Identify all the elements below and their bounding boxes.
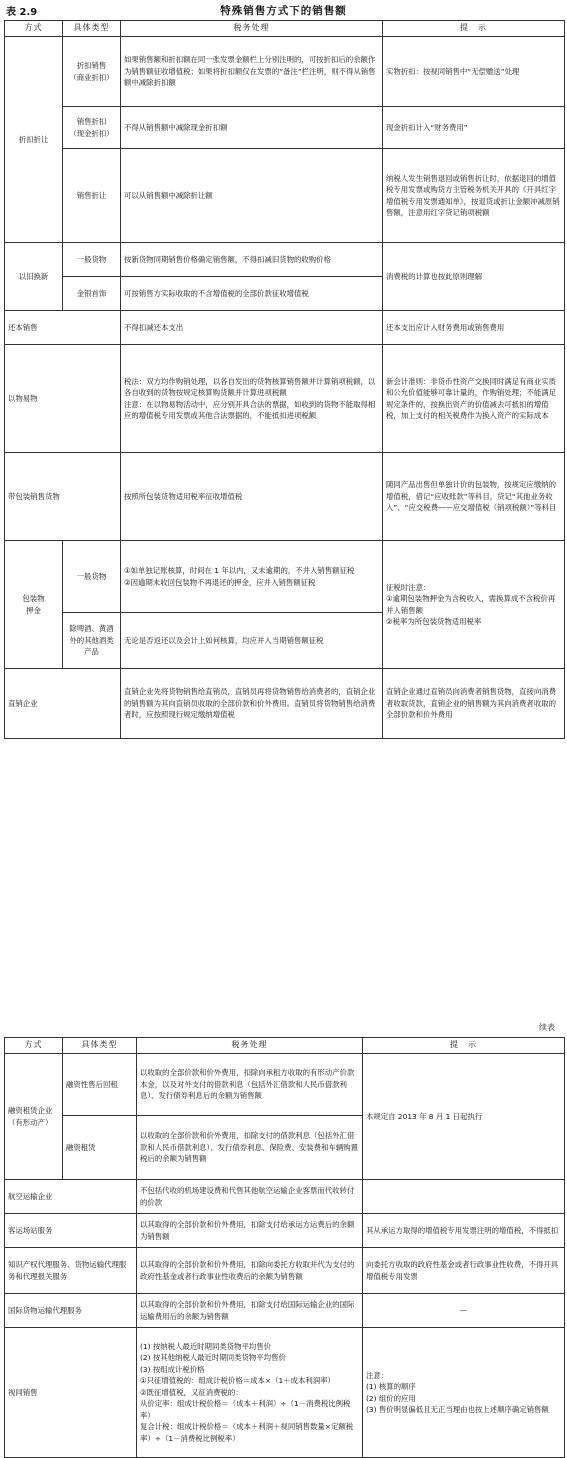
tax-cell: 直销企业先将货物销售给直销员，直销员再将货物销售给消费者的，直销企业的销售额为其向直销员收取的全部价款和价外费用。直销员将货物销售给消费者时，应按照现行规定缴纳增值税 (121, 669, 383, 739)
table-number: 表 2.9 (6, 7, 38, 18)
mode-cell: 折扣折让 (5, 37, 63, 243)
col-header-tax: 税务处理 (121, 21, 383, 37)
table-row (5, 1214, 565, 1248)
mode-cell: 还本销售 (5, 311, 121, 345)
table-row (5, 149, 565, 243)
table-header-row (5, 21, 565, 37)
tax-cell: 税法：双方均作购销处理，以各自发出的货物核算销售额并计算销项税额，以各自收到的货物按规定核算购货额并计算进项税额 注意：在以物易物活动中，应分别开具合法的票据，如收到的货物不能取得相应的增值税专用发票或其他合法票据的，不能抵扣进项税额 (121, 345, 383, 453)
mode-cell: 视同销售 (5, 1328, 137, 1458)
tax-cell: 可按销售方实际收取的不含增值税的全部价款征收增值税 (121, 277, 383, 311)
col-header-mode: 方式 (5, 1038, 63, 1054)
hint-cell: 随同产品出售但单独计价的包装物，按规定应缴纳的增值税，借记“应收账款”等科目，贷记“其他业务收入”、“应交税费——应交增值税（销项税额）”等科目 (383, 453, 565, 541)
mode-cell: 带包装销售货物 (5, 453, 121, 541)
col-header-type: 具体类型 (63, 1038, 137, 1054)
tax-cell: 以其取得的全部价款和价外费用，扣除支付给承运方运费后的余额为销售额 (137, 1214, 363, 1248)
tax-cell: 以其取得的全部价款和价外费用，扣除向委托方收取并代为支付的政府性基金或者行政事业性收费后的余额为销售额 (137, 1248, 363, 1294)
hint-cell: 向委托方收取的政府性基金或者行政事业性收费，不得开具增值税专用发票 (363, 1248, 565, 1294)
mode-cell: 以旧换新 (5, 243, 63, 311)
mode-cell: 直销企业 (5, 669, 121, 739)
type-cell: 除啤酒、黄酒外的其他酒类产品 (63, 613, 121, 669)
mode-cell: 融资租赁企业（有形动产） (5, 1054, 63, 1180)
mode-cell: 知识产权代理服务、货物运输代理服务和代理报关服务 (5, 1248, 137, 1294)
type-cell: 折扣销售 （商业折扣） (63, 37, 121, 107)
hint-cell: 注意： (1) 核算的顺序 (2) 组价的应用 (3) 售价明显偏低且无正当理由也按上述顺序确定销售额 (363, 1328, 565, 1458)
tax-cell: 以其取得的全部价款和价外费用，扣除支付给国际运输企业的国际运输费用后的余额为销售额 (137, 1294, 363, 1328)
table-row (5, 453, 565, 541)
table-row (5, 1294, 565, 1328)
tax-cell: 不得扣减还本支出 (121, 311, 383, 345)
continued-label: 续表 (539, 1023, 555, 1032)
table-row (5, 1054, 565, 1116)
hint-cell (363, 1180, 565, 1214)
type-cell: 一般货物 (63, 541, 121, 613)
table-row (5, 669, 565, 739)
table-header-row (5, 1038, 565, 1054)
hint-cell: 消费税的计算也按此原则理解 (383, 243, 565, 311)
mode-cell: 包装物 押金 (5, 541, 63, 669)
col-header-hint: 提 示 (383, 21, 565, 37)
hint-cell: 征税时注意： ①逾期包装物押金为含税收入，需换算成不含税价再并入销售额 ②税率为所包装货物适用税率 (383, 541, 565, 669)
hint-cell: — (363, 1294, 565, 1328)
hint-cell: 实物折扣：按视同销售中“无偿赠送”处理 (383, 37, 565, 107)
tax-cell: ①如单独记账核算，时间在 1 年以内，又未逾期的，不并入销售额征税 ②因逾期未收回包装物不再退还的押金，应并入销售额征税 (121, 541, 383, 613)
tax-cell: 以收取的全部价款和价外费用，扣除向承租方收取的有形动产价款本金，以及对外支付的借款利息（包括外汇借款和人民币借款利息）、发行债券利息后的余额为销售额 (137, 1054, 363, 1116)
type-cell: 销售折扣 （现金折扣） (63, 107, 121, 149)
tax-cell: 按照所包装货物适用税率征收增值税 (121, 453, 383, 541)
table-title: 特殊销售方式下的销售额 (220, 5, 347, 17)
tax-cell: 以收取的全部价款和价外费用，扣除支付的借款利息（包括外汇借款和人民币借款利息）、发行债券利息、保险费、安装费和车辆购置税后的余额为销售额 (137, 1116, 363, 1180)
type-cell: 一般货物 (63, 243, 121, 277)
tax-cell: 无论是否返还以及会计上如何核算，均应并入当期销售额征税 (121, 613, 383, 669)
tax-cell: 按新货物同期销售价格确定销售额，不得扣减旧货物的收购价格 (121, 243, 383, 277)
type-cell: 销售折让 (63, 149, 121, 243)
hint-cell: 本规定自 2013 年 8 月 1 日起执行 (363, 1054, 565, 1180)
table-row (5, 107, 565, 149)
hint-cell: 现金折扣计入“财务费用” (383, 107, 565, 149)
table-row (5, 37, 565, 107)
type-cell: 金银首饰 (63, 277, 121, 311)
type-cell: 融资租赁 (63, 1116, 137, 1180)
tax-cell: (1) 按纳税人最近时期同类货物平均售价 (2) 按其他纳税人最近时期同类货物平均售价 (3) 按组成计税价格 ①只征增值税的：组成计税价格＝成本×（1＋成本利润率） ②既征增值税，又征消费税的： 从价定率：组成计税价格＝（成本＋利润）÷（1－消费税比例税率） 复合计税：组成计税价格＝（成本＋利润＋视同销售数量×定额税率）÷（1－消费税比例税率） (137, 1328, 363, 1458)
hint-cell: 还本支出应计入财务费用或销售费用 (383, 311, 565, 345)
tax-cell: 不包括代收的机场建设费和代售其他航空运输企业客票而代收转付的价款 (137, 1180, 363, 1214)
col-header-type: 具体类型 (63, 21, 121, 37)
sales-table-part1 (4, 20, 565, 739)
mode-cell: 客运场站服务 (5, 1214, 137, 1248)
table-row (5, 311, 565, 345)
mode-cell: 国际货物运输代理服务 (5, 1294, 137, 1328)
table-row (5, 243, 565, 277)
table-header (0, 0, 567, 20)
table-row (5, 1248, 565, 1294)
tax-cell: 如果销售额和折扣额在同一张发票金额栏上分别注明的，可按折扣后的余额作为销售额征收增值税；如果将折扣额仅在发票的“备注”栏注明，则不得从销售额中减除折扣额 (121, 37, 383, 107)
tax-cell: 不得从销售额中减除现金折扣额 (121, 107, 383, 149)
mode-cell: 航空运输企业 (5, 1180, 137, 1214)
col-header-mode: 方式 (5, 21, 63, 37)
mode-cell: 以物易物 (5, 345, 121, 453)
hint-cell: 新会计准则：非货币性资产交换同时满足有商业实质和公允价值能够可靠计量的，作购销处理；不能满足规定条件的，按换出资产的价值减去可抵扣的增值税，加上支付的相关税费作为换入资产的实际成本 (383, 345, 565, 453)
table-row (5, 345, 565, 453)
tax-cell: 可以从销售额中减除折让额 (121, 149, 383, 243)
type-cell: 融资性售后回租 (63, 1054, 137, 1116)
table-row (5, 1180, 565, 1214)
col-header-hint: 提 示 (363, 1038, 565, 1054)
hint-cell: 其从承运方取得的增值税专用发票注明的增值税，不得抵扣 (363, 1214, 565, 1248)
table-row (5, 541, 565, 613)
hint-cell: 纳税人发生销售退回或销售折让时，依据退回的增值税专用发票或购货方主管税务机关开具的《开具红字增值税专用发票通知单》，按退货或折让金额冲减原销售额，注意用红字贷记销项税额 (383, 149, 565, 243)
col-header-tax: 税务处理 (137, 1038, 363, 1054)
sales-table-part2 (4, 1037, 565, 1458)
hint-cell: 直销企业通过直销员向消费者销售货物，直接向消费者收取货款，直销企业的销售额为其向消费者收取的全部价款和价外费用 (383, 669, 565, 739)
table-row (5, 1328, 565, 1458)
